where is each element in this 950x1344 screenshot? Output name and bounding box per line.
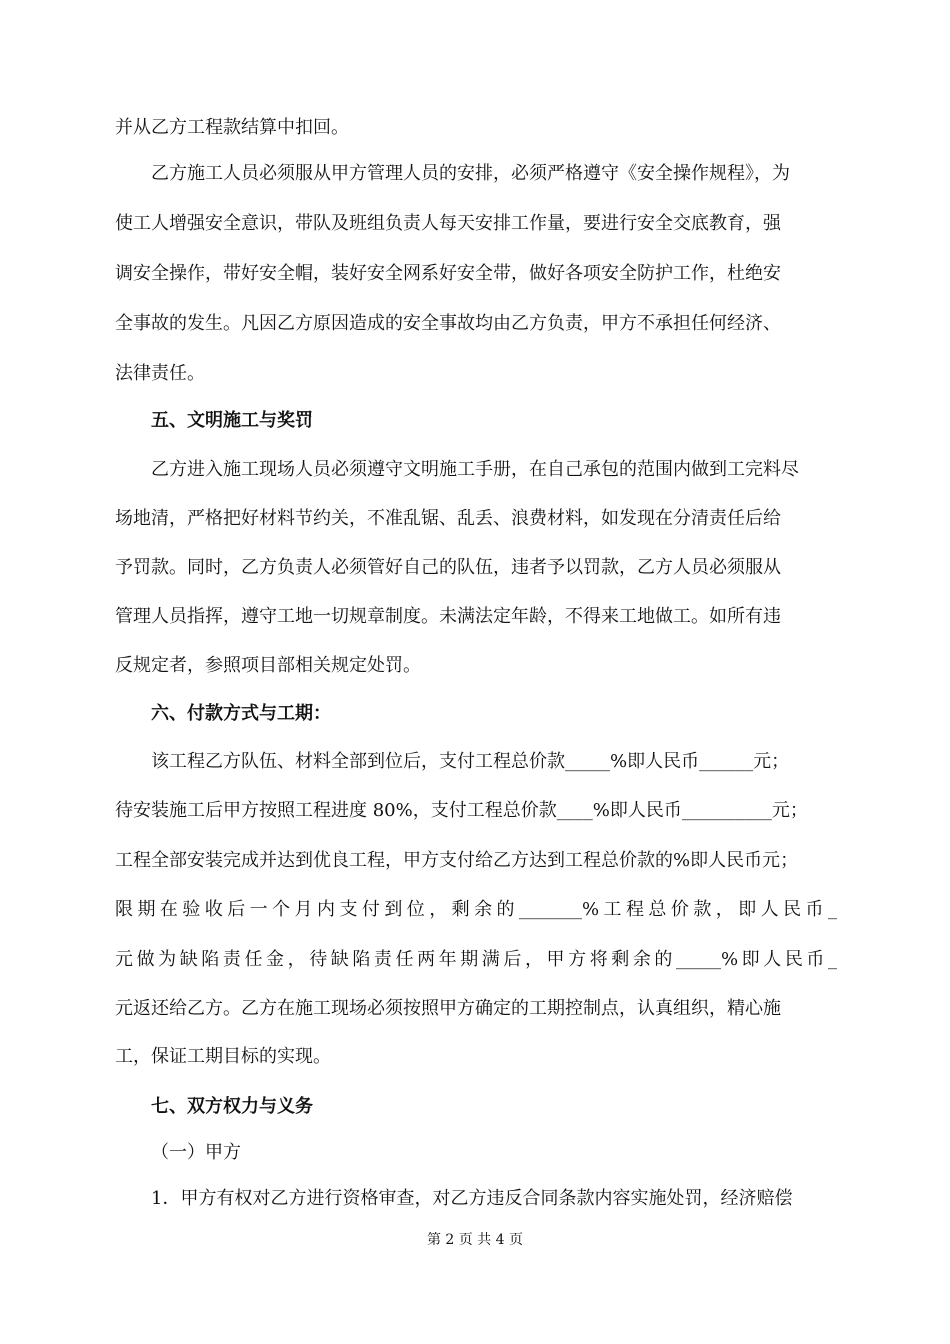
paragraph-line: 场地清，严格把好材料节约关，不准乱锯、乱丢、浪费材料，如发现在分清责任后给 <box>115 508 781 529</box>
paragraph-line: 法律责任。 <box>115 363 205 384</box>
paragraph-line: 1．甲方有权对乙方进行资格审查，对乙方违反合同条款内容实施处罚，经济赔偿 <box>151 1188 793 1209</box>
subsection-heading: （一）甲方 <box>151 1142 241 1163</box>
paragraph-line: 工程全部安装完成并达到优良工程，甲方支付给乙方达到工程总价款的%即人民币元； <box>115 850 799 871</box>
paragraph-line: 元做为缺陷责任金，待缺陷责任两年期满后，甲方将剩余的_____%即人民币_ <box>115 949 837 970</box>
paragraph-line: 限期在验收后一个月内支付到位，剩余的_______%工程总价款，即人民币_ <box>115 899 837 920</box>
paragraph-line: 管理人员指挥，遵守工地一切规章制度。未满法定年龄，不得来工地做工。如所有违 <box>115 606 781 627</box>
paragraph-line: 工，保证工期目标的实现。 <box>115 1046 331 1067</box>
paragraph-line: 乙方进入施工现场人员必须遵守文明施工手册，在自己承包的范围内做到工完料尽 <box>151 459 799 480</box>
paragraph-line: 元返还给乙方。乙方在施工现场必须按照甲方确定的工期控制点，认真组织，精心施 <box>115 998 781 1019</box>
paragraph-line: 并从乙方工程款结算中扣回。 <box>115 117 349 138</box>
paragraph-line: 予罚款。同时，乙方负责人必须管好自己的队伍，违者予以罚款，乙方人员必须服从 <box>115 557 781 578</box>
section-heading: 七、双方权力与义务 <box>151 1096 313 1117</box>
paragraph-line: 使工人增强安全意识，带队及班组负责人每天安排工作量，要进行安全交底教育，强 <box>115 213 781 234</box>
paragraph-line: 调安全操作，带好安全帽，装好安全网系好安全带，做好各项安全防护工作，杜绝安 <box>115 263 781 284</box>
section-heading: 五、文明施工与奖罚 <box>151 410 313 431</box>
paragraph-line: 反规定者，参照项目部相关规定处罚。 <box>115 655 421 676</box>
page-number-footer: 第 2 页 共 4 页 <box>426 1232 524 1248</box>
paragraph-line: 乙方施工人员必须服从甲方管理人员的安排，必须严格遵守《安全操作规程》，为 <box>151 163 790 184</box>
section-heading: 六、付款方式与工期： <box>151 703 331 724</box>
paragraph-line: 该工程乙方队伍、材料全部到位后，支付工程总价款_____%即人民币______元； <box>151 751 790 772</box>
paragraph-line: 全事故的发生。凡因乙方原因造成的安全事故均由乙方负责，甲方不承担任何经济、 <box>115 313 781 334</box>
paragraph-line: 待安装施工后甲方按照工程进度 80%，支付工程总价款____%即人民币__________元； <box>115 800 808 821</box>
